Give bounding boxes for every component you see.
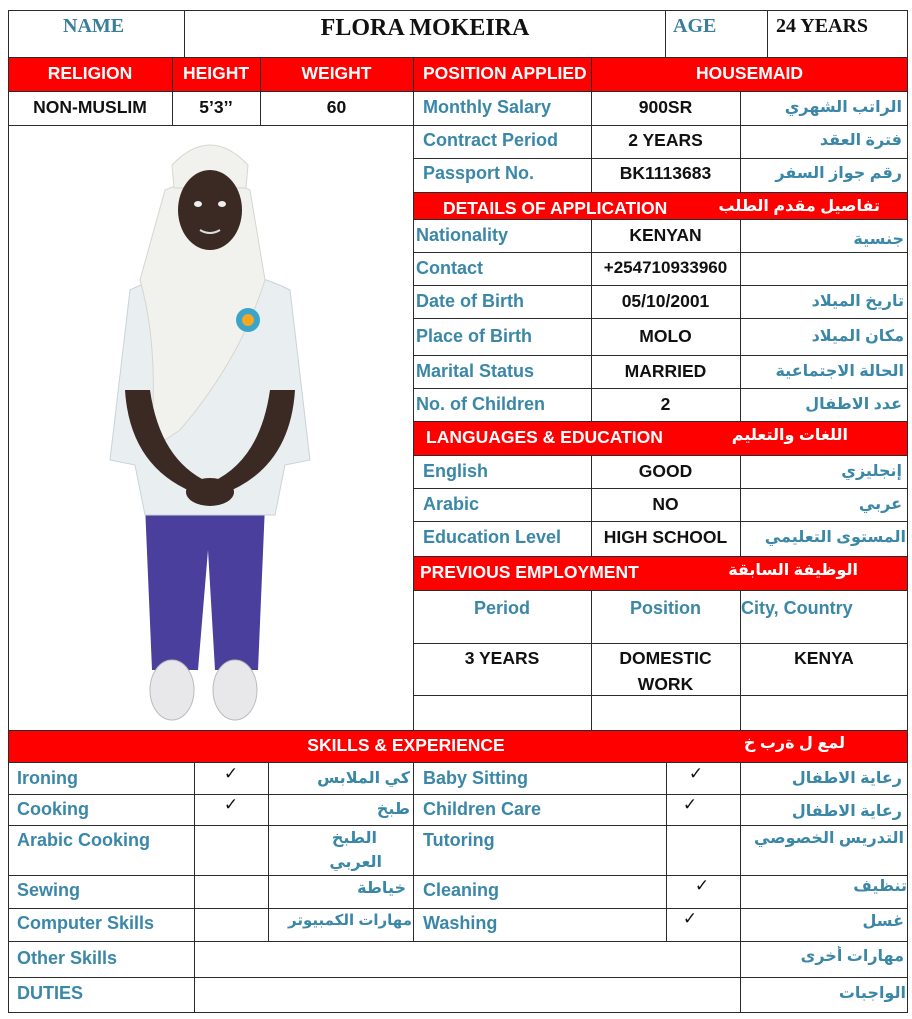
skill-cleaning-check: ✓ bbox=[694, 876, 710, 895]
grid-line bbox=[8, 730, 908, 731]
skill-childcare-label: Children Care bbox=[423, 799, 542, 819]
grid-line bbox=[8, 941, 908, 942]
height-value: 5’3’’ bbox=[199, 97, 233, 117]
grid-line bbox=[8, 977, 908, 978]
grid-line bbox=[767, 10, 768, 57]
skill-babysitting-label: Baby Sitting bbox=[423, 768, 529, 788]
grid-line bbox=[907, 10, 908, 1012]
grid-line bbox=[413, 158, 908, 159]
grid-line bbox=[8, 762, 908, 763]
skill-tutoring-label: Tutoring bbox=[423, 830, 495, 850]
grid-line bbox=[740, 455, 741, 556]
english-value: GOOD bbox=[638, 461, 693, 481]
skill-ironing-check: ✓ bbox=[223, 764, 239, 783]
other-skills-arabic: مهارات أخرى bbox=[800, 948, 904, 965]
skills-title-arabic: لمع ل ةرب خ bbox=[743, 735, 845, 752]
grid-line bbox=[413, 388, 908, 389]
grid-line bbox=[413, 643, 908, 644]
grid-line bbox=[413, 355, 908, 356]
employment-col-position: Position bbox=[630, 598, 701, 618]
skill-cleaning-label: Cleaning bbox=[423, 880, 500, 900]
applicant-photo bbox=[90, 130, 330, 725]
age-label: AGE bbox=[673, 15, 717, 37]
grid-line bbox=[194, 762, 195, 1012]
skill-sewing-arabic: خياطة bbox=[357, 880, 406, 897]
arabic-lang-label: Arabic bbox=[423, 494, 480, 514]
skill-childcare-check: ✓ bbox=[682, 795, 698, 814]
children-value: 2 bbox=[660, 394, 671, 414]
contact-label: Contact bbox=[416, 258, 483, 278]
grid-line bbox=[172, 57, 173, 125]
grid-line bbox=[413, 762, 414, 941]
marital-label: Marital Status bbox=[416, 361, 535, 381]
contract-period-arabic: فترة العقد bbox=[819, 132, 902, 149]
languages-title-arabic: اللغات والتعليم bbox=[731, 427, 848, 444]
grid-line bbox=[591, 91, 592, 192]
weight-value: 60 bbox=[326, 97, 347, 117]
contract-period-label: Contract Period bbox=[423, 130, 559, 150]
skill-ironing-arabic: كي الملابس bbox=[317, 770, 410, 787]
passport-arabic: رقم جواز السفر bbox=[775, 165, 902, 182]
grid-line bbox=[591, 57, 592, 91]
dob-label: Date of Birth bbox=[416, 291, 524, 311]
grid-line bbox=[740, 219, 741, 421]
contract-period-value: 2 YEARS bbox=[628, 130, 703, 150]
employment-col-city: City, Country bbox=[741, 598, 853, 618]
grid-line bbox=[591, 219, 592, 421]
other-skills-label: Other Skills bbox=[17, 948, 118, 968]
skill-arabic-cooking-label: Arabic Cooking bbox=[17, 830, 151, 850]
grid-line bbox=[8, 57, 908, 58]
education-value: HIGH SCHOOL bbox=[603, 527, 728, 547]
grid-line bbox=[260, 57, 261, 125]
employment-position-line2: WORK bbox=[637, 674, 694, 694]
grid-line bbox=[740, 762, 741, 1012]
grid-line bbox=[413, 192, 908, 193]
skill-cooking-arabic: طبخ bbox=[376, 801, 410, 818]
grid-line bbox=[413, 556, 908, 557]
grid-line bbox=[413, 455, 908, 456]
grid-line bbox=[413, 421, 908, 422]
dob-arabic: تاريخ الميلاد bbox=[811, 293, 904, 310]
grid-line bbox=[413, 590, 908, 591]
grid-line bbox=[8, 794, 908, 795]
grid-line bbox=[413, 252, 908, 253]
skill-computer-arabic: مهارات الكمبيوتر bbox=[287, 912, 412, 929]
arabic-lang-value: NO bbox=[652, 494, 679, 514]
grid-line bbox=[8, 125, 908, 126]
skill-ironing-label: Ironing bbox=[17, 768, 78, 788]
weight-label: WEIGHT bbox=[301, 63, 372, 83]
skill-washing-label: Washing bbox=[423, 913, 498, 933]
grid-line bbox=[591, 455, 592, 556]
age-value: 24 YEARS bbox=[776, 15, 869, 37]
height-label: HEIGHT bbox=[182, 63, 250, 83]
dob-value: 05/10/2001 bbox=[621, 291, 710, 311]
grid-line bbox=[8, 10, 9, 1012]
application-title-arabic: تفاصيل مقدم الطلب bbox=[718, 198, 880, 215]
skill-babysitting-arabic: رعاية الاطفال bbox=[791, 770, 902, 787]
applicant-name: FLORA MOKEIRA bbox=[320, 15, 530, 41]
duties-label: DUTIES bbox=[17, 983, 84, 1003]
grid-line bbox=[413, 488, 908, 489]
grid-line bbox=[591, 590, 592, 730]
marital-arabic: الحالة الاجتماعية bbox=[775, 363, 904, 380]
pob-arabic: مكان الميلاد bbox=[811, 328, 904, 345]
grid-line bbox=[8, 10, 908, 11]
nationality-label: Nationality bbox=[416, 225, 509, 245]
pob-value: MOLO bbox=[639, 326, 692, 346]
skill-childcare-arabic: رعاية الاطفال bbox=[791, 803, 902, 820]
employment-col-period: Period bbox=[473, 598, 530, 618]
arabic-lang-arabic: عربي bbox=[858, 496, 902, 513]
grid-line bbox=[413, 521, 908, 522]
marital-value: MARRIED bbox=[624, 361, 707, 381]
languages-title: LANGUAGES & EDUCATION bbox=[426, 427, 663, 447]
religion-value: NON-MUSLIM bbox=[33, 97, 147, 117]
pob-label: Place of Birth bbox=[416, 326, 533, 346]
skill-washing-check: ✓ bbox=[682, 909, 698, 928]
grid-line bbox=[666, 762, 667, 941]
grid-line bbox=[413, 695, 908, 696]
grid-line bbox=[8, 1012, 908, 1013]
education-label: Education Level bbox=[423, 527, 562, 547]
name-label: NAME bbox=[63, 15, 125, 37]
grid-line bbox=[184, 10, 185, 57]
english-label: English bbox=[423, 461, 489, 481]
nationality-arabic: جنسية bbox=[853, 231, 904, 248]
grid-line bbox=[8, 91, 908, 92]
duties-arabic: الواجبات bbox=[838, 985, 906, 1002]
grid-line bbox=[413, 318, 908, 319]
skill-tutoring-arabic: التدريس الخصوصي bbox=[753, 830, 904, 847]
passport-label: Passport No. bbox=[423, 163, 535, 183]
application-title: DETAILS OF APPLICATION bbox=[443, 198, 668, 218]
employment-title: PREVIOUS EMPLOYMENT bbox=[420, 562, 639, 582]
employment-title-arabic: الوظيفة السابقة bbox=[728, 562, 858, 579]
position-applied-value: HOUSEMAID bbox=[696, 63, 803, 83]
monthly-salary-value: 900SR bbox=[638, 97, 693, 117]
skill-cooking-label: Cooking bbox=[17, 799, 89, 819]
grid-line bbox=[740, 91, 741, 192]
grid-line bbox=[413, 219, 908, 220]
skill-babysitting-check: ✓ bbox=[688, 764, 704, 783]
children-arabic: عدد الاطفال bbox=[805, 396, 902, 413]
skill-cleaning-arabic: تنظيف bbox=[853, 878, 907, 895]
grid-line bbox=[665, 10, 666, 57]
religion-label: RELIGION bbox=[47, 63, 133, 83]
employment-period-value: 3 YEARS bbox=[464, 648, 540, 668]
skill-arabic-cooking-arabic1: الطبخ bbox=[331, 830, 377, 847]
passport-value: BK1113683 bbox=[619, 163, 712, 183]
contact-value: +254710933960 bbox=[603, 258, 728, 277]
grid-line bbox=[413, 285, 908, 286]
monthly-salary-label: Monthly Salary bbox=[423, 97, 552, 117]
employment-position-line1: DOMESTIC bbox=[619, 648, 712, 668]
nationality-value: KENYAN bbox=[629, 225, 702, 245]
skill-washing-arabic: غسل bbox=[862, 913, 904, 930]
skill-arabic-cooking-arabic2: العربي bbox=[329, 854, 382, 871]
employment-city-value: KENYA bbox=[794, 648, 854, 668]
skill-cooking-check: ✓ bbox=[223, 795, 239, 814]
skills-title: SKILLS & EXPERIENCE bbox=[307, 735, 505, 755]
position-applied-label: POSITION APPLIED bbox=[423, 63, 587, 83]
skill-sewing-label: Sewing bbox=[17, 880, 81, 900]
grid-line bbox=[8, 908, 908, 909]
english-arabic: إنجليزي bbox=[841, 463, 902, 480]
education-arabic: المستوى التعليمي bbox=[764, 529, 906, 546]
grid-line bbox=[8, 825, 908, 826]
grid-line bbox=[268, 762, 269, 941]
skill-computer-label: Computer Skills bbox=[17, 913, 155, 933]
children-label: No. of Children bbox=[416, 394, 545, 414]
grid-line bbox=[8, 875, 908, 876]
grid-line bbox=[740, 590, 741, 730]
monthly-salary-arabic: الراتب الشهري bbox=[784, 99, 902, 116]
